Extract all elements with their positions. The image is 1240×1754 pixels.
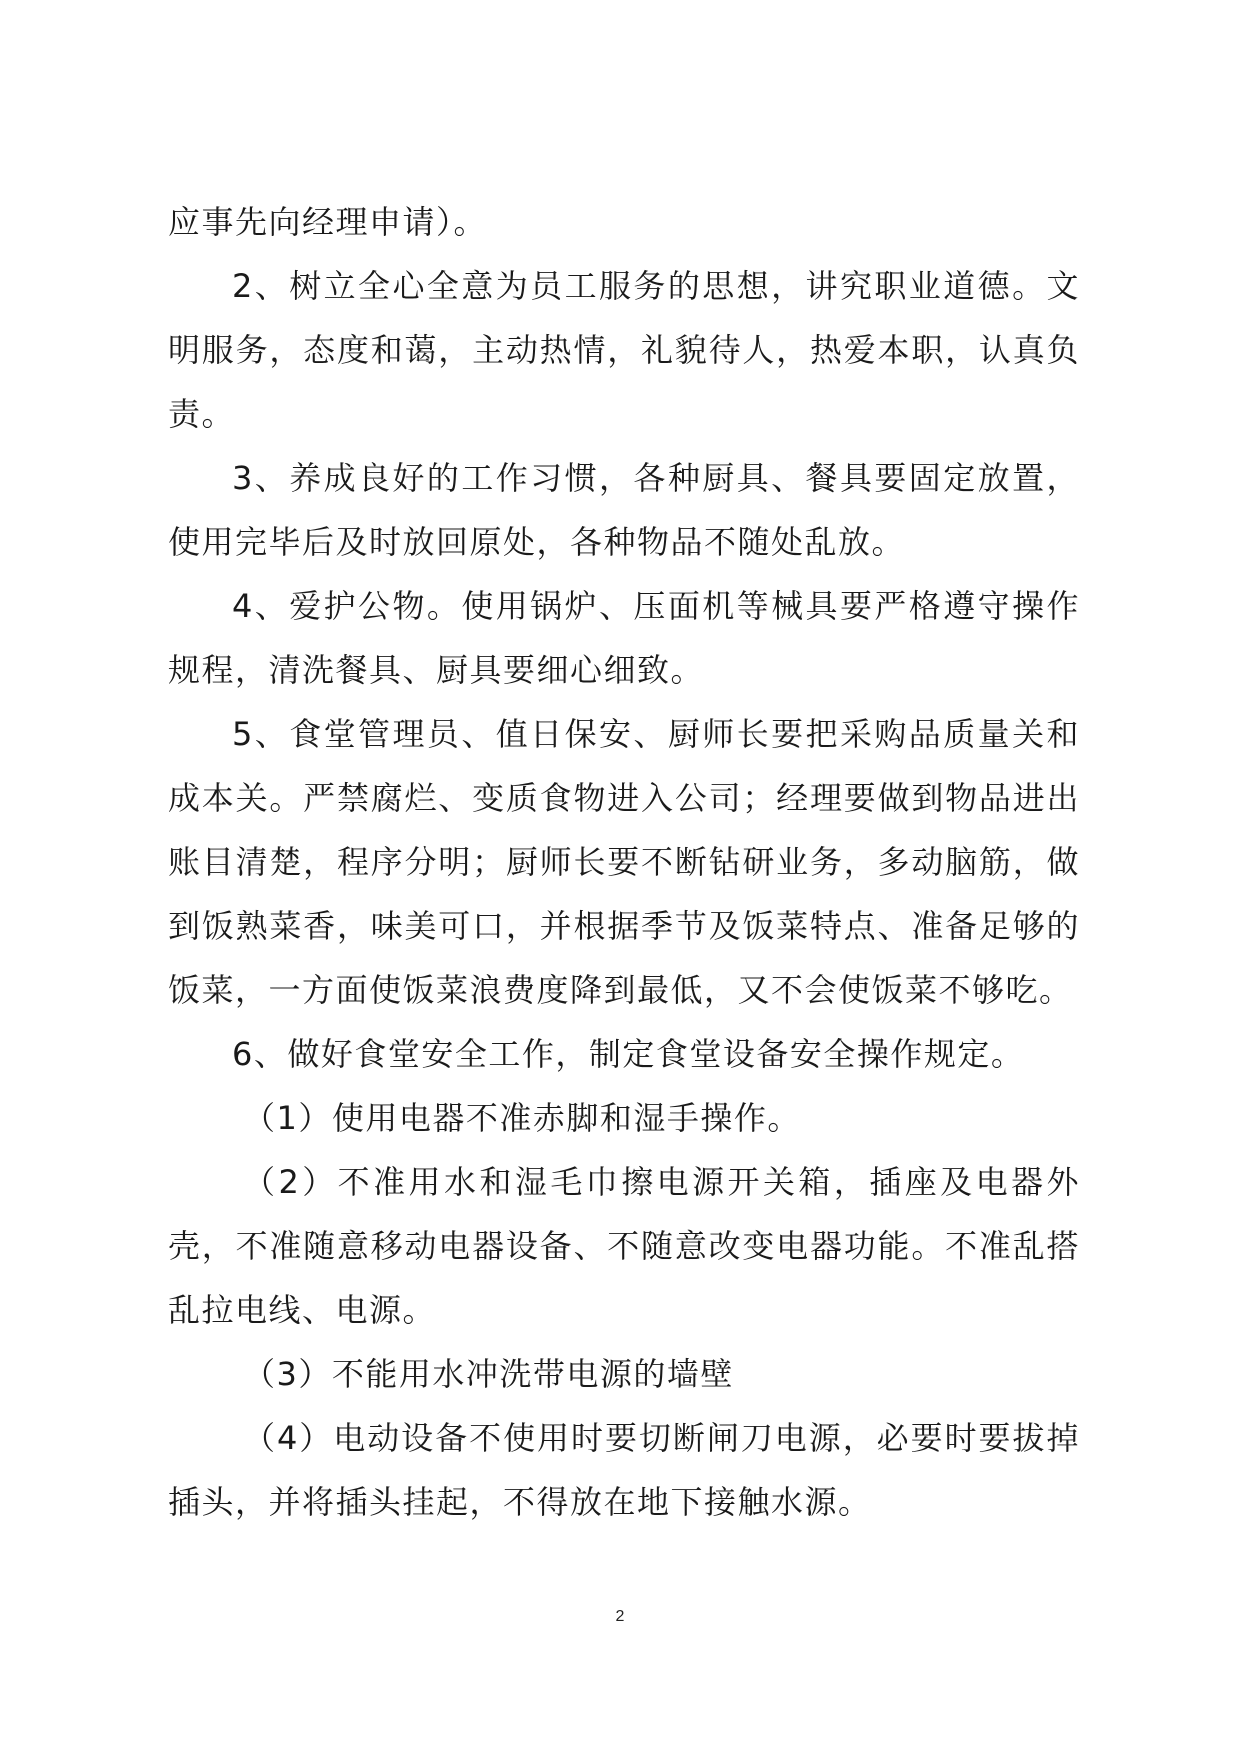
paragraph-subitem-3: （3）不能用水冲洗带电源的墙壁 xyxy=(243,1355,734,1393)
paragraph-item-3: 3、养成良好的工作习惯，各种厨具、餐具要固定放置，使用完毕后及时放回原处，各种物品不随处乱放。 xyxy=(168,459,1080,561)
page-number: 2 xyxy=(615,1608,625,1625)
paragraph-subitem-4: （4）电动设备不使用时要切断闸刀电源，必要时要拔掉插头，并将插头挂起，不得放在地下接触水源。 xyxy=(168,1419,1080,1521)
paragraph-continuation: 应事先向经理申请）。 xyxy=(168,203,488,241)
paragraph-item-5: 5、食堂管理员、值日保安、厨师长要把采购品质量关和成本关。严禁腐烂、变质食物进入公司；经理要做到物品进出账目清楚，程序分明；厨师长要不断钻研业务，多动脑筋，做到饭熟菜香，味美可口，并根据季节及饭菜特点、准备足够的饭菜，一方面使饭菜浪费度降到最低，又不会使饭菜不够吃。 xyxy=(168,715,1080,1009)
paragraph-item-4: 4、爱护公物。使用锅炉、压面机等械具要严格遵守操作规程，清洗餐具、厨具要细心细致。 xyxy=(168,587,1080,689)
paragraph-subitem-1: （1）使用电器不准赤脚和湿手操作。 xyxy=(243,1099,801,1137)
paragraph-item-6: 6、做好食堂安全工作，制定食堂设备安全操作规定。 xyxy=(232,1035,1025,1073)
paragraph-subitem-2: （2）不准用水和湿毛巾擦电源开关箱，插座及电器外壳，不准随意移动电器设备、不随意改变电器功能。不准乱搭乱拉电线、电源。 xyxy=(168,1163,1080,1329)
paragraph-item-2: 2、树立全心全意为员工服务的思想，讲究职业道德。文明服务，态度和蔼，主动热情，礼貌待人，热爱本职，认真负责。 xyxy=(168,267,1080,433)
body-text xyxy=(168,190,1080,1534)
